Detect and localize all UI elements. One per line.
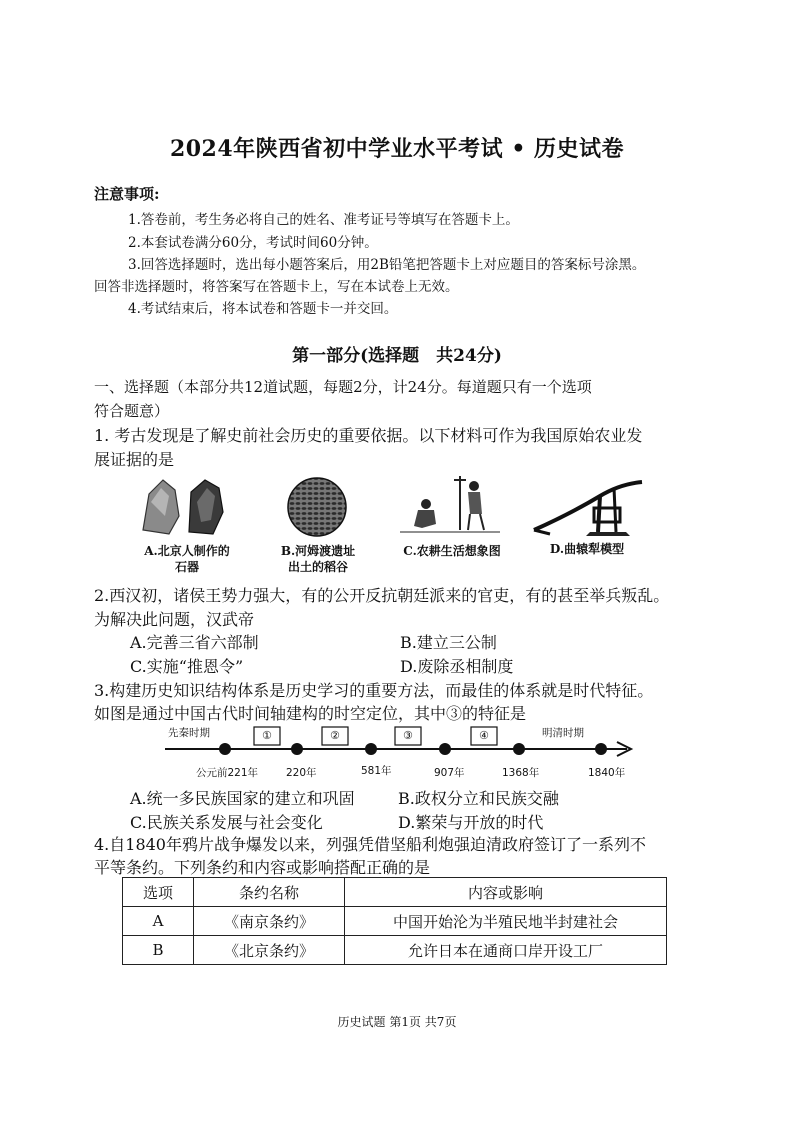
table-cell: 中国开始沦为半殖民地半封建社会 — [345, 907, 667, 936]
q1-caption-b: B.河姆渡遗址 出土的稻谷 — [280, 544, 356, 574]
q2-stem: 2.西汉初，诸侯王势力强大，有的公开反抗朝廷派来的官吏，有的甚至举兵叛乱。 — [94, 586, 670, 605]
q2-option-b: B.建立三公制 — [400, 633, 497, 652]
q2-option-c: C.实施“推恩令” — [130, 657, 244, 676]
q1-caption-a: A.北京人制作的 石器 — [144, 544, 230, 574]
part-title: 第一部分(选择题 共24分) — [292, 346, 502, 366]
q3-stem-cont: 如图是通过中国古代时间轴建构的时空定位，其中③的特征是 — [94, 704, 527, 723]
timeline-date: 1840年 — [588, 767, 626, 779]
rice-grain-image — [283, 476, 351, 538]
table-header-row — [123, 878, 667, 907]
q2-option-a: A.完善三省六部制 — [130, 633, 259, 652]
q1-caption-c: C.农耕生活想象图 — [403, 544, 501, 558]
q3-option-a: A.统一多民族国家的建立和巩固 — [130, 789, 355, 808]
timeline-right-label: 明清时期 — [542, 727, 584, 739]
notice-item: 3.回答选择题时，选出每小题答案后，用2B铅笔把答题卡上对应题目的答案标号涂黑。 — [128, 257, 646, 273]
notice-item: 2.本套试卷满分60分，考试时间60分钟。 — [128, 235, 378, 251]
timeline-box-4: ④ — [479, 729, 489, 742]
table-row — [123, 936, 667, 965]
table-cell: 《北京条约》 — [194, 936, 345, 965]
notice-item: 4.考试结束后，将本试卷和答题卡一并交回。 — [128, 301, 398, 317]
q1-caption-d: D.曲辕犁模型 — [549, 542, 625, 556]
q3-stem: 3.构建历史知识结构体系是历史学习的重要方法，而最佳的体系就是时代特征。 — [94, 681, 654, 700]
table-row — [123, 907, 667, 936]
curved-plow-image — [530, 474, 650, 540]
q3-option-c: C.民族关系发展与社会变化 — [130, 813, 323, 832]
timeline-axis — [165, 722, 637, 770]
q2-stem-cont: 为解决此问题，汉武帝 — [94, 610, 255, 629]
timeline-date: 907年 — [434, 767, 465, 779]
q1-stem-cont: 展证据的是 — [94, 450, 175, 469]
q3-option-b: B.政权分立和民族交融 — [398, 789, 559, 808]
timeline-box-3: ③ — [403, 729, 413, 742]
q4-stem-cont: 平等条约。下列条约和内容或影响搭配正确的是 — [94, 858, 431, 877]
notice-item: 1.答卷前，考生务必将自己的姓名、准考证号等填写在答题卡上。 — [128, 212, 519, 228]
q1-stem: 1. 考古发现是了解史前社会历史的重要依据。以下材料可作为我国原始农业发 — [94, 426, 643, 445]
notice-heading: 注意事项: — [94, 185, 160, 203]
table-header: 条约名称 — [194, 878, 345, 907]
q2-option-d: D.废除丞相制度 — [400, 657, 514, 676]
table-cell: B — [123, 936, 194, 965]
table-header: 内容或影响 — [345, 878, 667, 907]
table-cell: 允许日本在通商口岸开设工厂 — [345, 936, 667, 965]
treaty-table — [122, 877, 667, 965]
notice-item: 回答非选择题时，将答案写在答题卡上，写在本试卷上无效。 — [94, 279, 459, 295]
stone-tool-image — [135, 472, 235, 540]
table-cell: 《南京条约》 — [194, 907, 345, 936]
timeline-left-label: 先秦时期 — [168, 727, 210, 739]
timeline-date: 公元前221年 — [196, 767, 259, 779]
table-cell: A — [123, 907, 194, 936]
q4-stem: 4.自1840年鸦片战争爆发以来，列强凭借坚船利炮强迫清政府签订了一系列不 — [94, 835, 646, 854]
table-header: 选项 — [123, 878, 194, 907]
section-instructions-cont: 符合题意） — [94, 402, 170, 420]
timeline-date: 1368年 — [502, 767, 540, 779]
farming-illustration-image — [400, 470, 500, 538]
q3-option-d: D.繁荣与开放的时代 — [398, 813, 544, 832]
page-footer: 历史试题 第1页 共7页 — [337, 1015, 457, 1029]
section-instructions: 一、选择题（本部分共12道试题，每题2分，计24分。每道题只有一个选项 — [94, 378, 592, 396]
timeline-date: 581年 — [361, 765, 392, 777]
timeline-box-2: ② — [330, 729, 340, 742]
timeline-date: 220年 — [286, 767, 317, 779]
exam-title: 2024年陕西省初中学业水平考试 • 历史试卷 — [169, 136, 625, 162]
timeline-box-1: ① — [262, 729, 272, 742]
